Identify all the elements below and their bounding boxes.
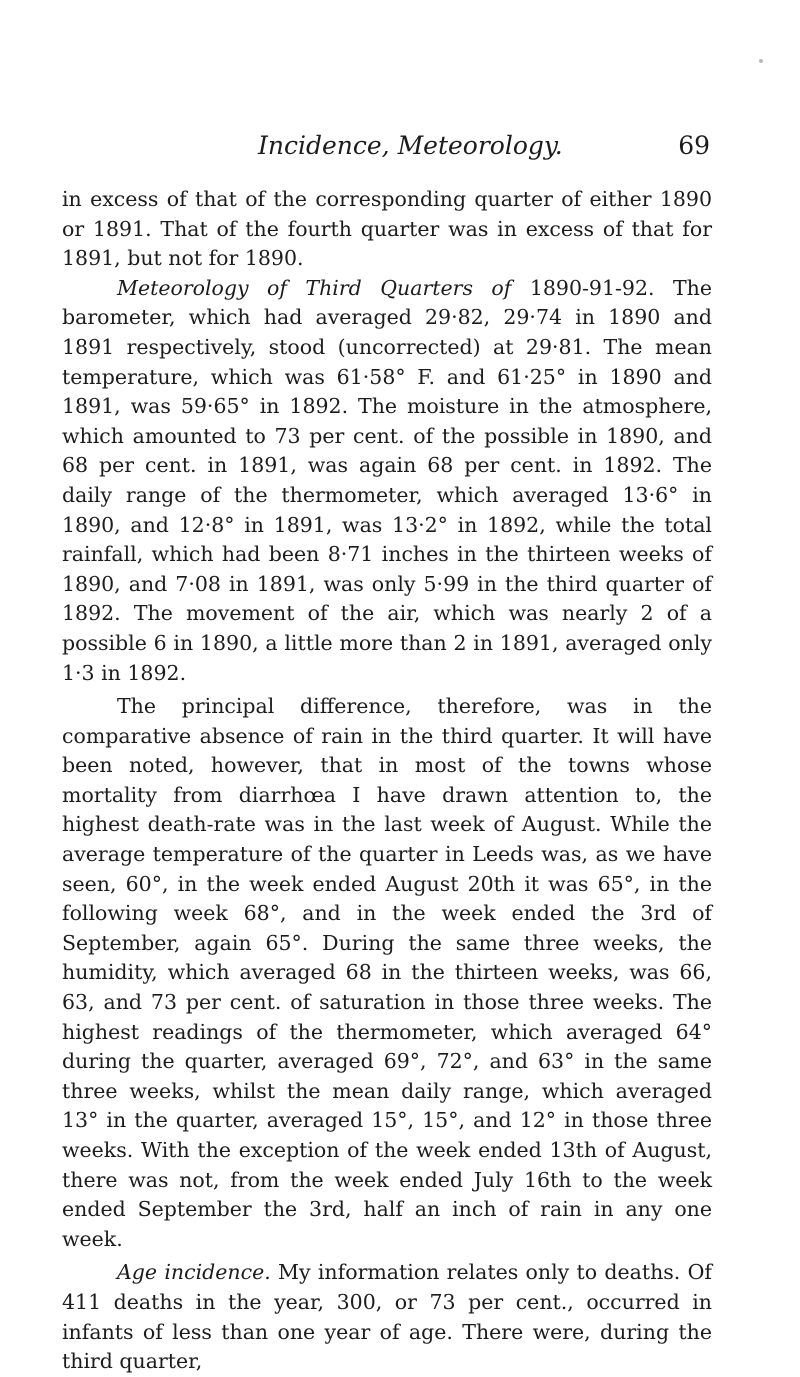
paragraph-continuation: in excess of that of the corresponding quarter of either 1890 or 1891. That of the fourth quarter was in excess of that for 1891, but not for 1890. xyxy=(62,187,712,271)
running-head xyxy=(258,128,710,164)
paragraph-age-incidence xyxy=(62,1258,712,1376)
section-heading-age-incidence: Age incidence. xyxy=(117,1260,271,1285)
body-text xyxy=(62,185,712,1377)
paragraph-age-incidence-text: My information relates only to deaths. Of 411 deaths in the year, 300, or 73 per cent., occurred in infants of less than one year of age. There were, during the third quarter, xyxy=(62,1260,712,1374)
section-heading-meteorology: Meteorology of Third Quarters of xyxy=(117,275,512,300)
paragraph-principal-difference: The principal difference, therefore, was in the comparative absence of rain in the third quarter. It will have been noted, however, that in most of the towns whose mortality from diarrhœa I have drawn attention to, the highest death-rate was in the last week of August. While the average temperature of the quarter in Leeds was, as we have seen, 60°, in the week ended August 20th it was 65°, in the following week 68°, and in the week ended the 3rd of September, again 65°. During the same three weeks, the humidity, which averaged 68 in the thirteen weeks, was 66, 63, and 73 per cent. of saturation in those three weeks. The highest readings of the thermometer, which averaged 64° during the quarter, averaged 69°, 72°, and 63° in the same three weeks, whilst the mean daily range, which averaged 13° in the quarter, averaged 15°, 15°, and 12° in those three weeks. With the exception of the week ended 13th of August, there was not, from the week ended July 16th to the week ended September the 3rd, half an inch of rain in any one week. xyxy=(62,694,712,1251)
running-head-title: Incidence, Meteorology. xyxy=(258,131,563,160)
paragraph-meteorology-text: 1890-91-92. The barometer, which had averaged 29·82, 29·74 in 1890 and 1891 respectively, stood (uncorrected) at 29·81. The mean temperature, which was 61·58° F. and 61·25° in 1890 and 1891, was 59·65° in 1892. The moisture in the atmosphere, which amounted to 73 per cent. of the possible in 1890, and 68 per cent. in 1891, was again 68 per cent. in 1892. The daily range of the thermometer, which averaged 13·6° in 1890, and 12·8° in 1891, was 13·2° in 1892, while the total rainfall, which had been 8·71 inches in the thirteen weeks of 1890, and 7·08 in 1891, was only 5·99 in the third quarter of 1892. The movement of the air, which was nearly 2 of a possible 6 in 1890, a little more than 2 in 1891, averaged only 1·3 in 1892. xyxy=(62,275,712,685)
paragraph-meteorology xyxy=(62,274,712,688)
page-number: 69 xyxy=(678,131,710,160)
paper-speck xyxy=(759,59,763,63)
